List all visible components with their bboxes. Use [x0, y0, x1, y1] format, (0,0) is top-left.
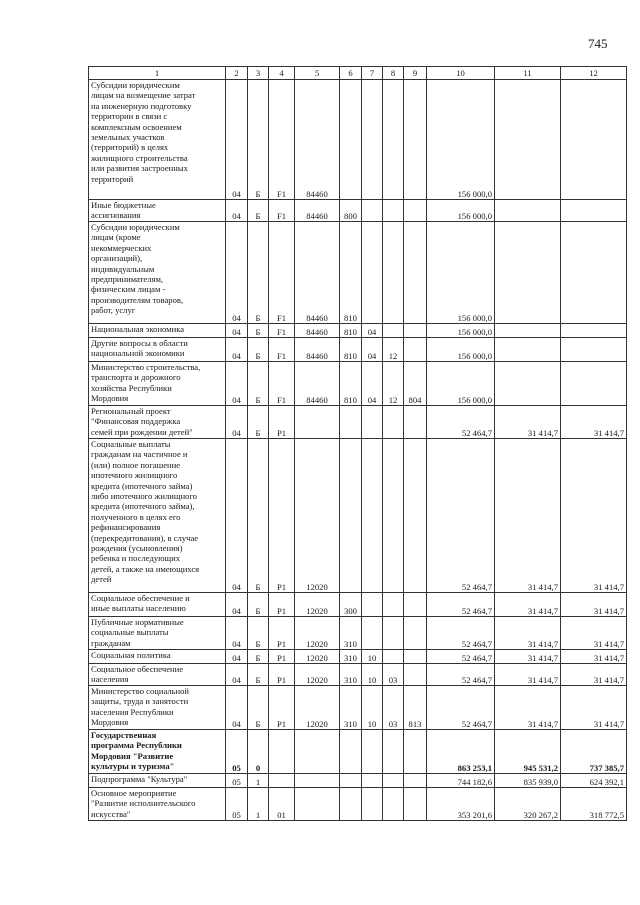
cell-c8 [383, 593, 404, 617]
cell-c3: Б [248, 324, 269, 338]
cell-c7: 04 [362, 338, 383, 362]
cell-c2: 04 [226, 200, 248, 222]
cell-c3: Б [248, 617, 269, 650]
cell-c9 [404, 617, 427, 650]
cell-c8 [383, 439, 404, 593]
cell-c9 [404, 80, 427, 200]
cell-c5: 12020 [295, 439, 340, 593]
table-row [89, 774, 627, 788]
cell-c9 [404, 222, 427, 324]
column-header-4: 4 [269, 67, 295, 80]
row-name-line: Субсидии юридическим [91, 80, 180, 90]
table-row [89, 788, 627, 821]
cell-c9 [404, 593, 427, 617]
row-name-cell [89, 617, 226, 650]
row-name-line: Министерство строительства, [91, 362, 201, 372]
cell-c4: F1 [269, 362, 295, 406]
row-name-line: Подпрограмма "Культура" [91, 774, 188, 784]
cell-c10: 52 464,7 [427, 664, 495, 686]
row-name-line: гражданам [91, 637, 131, 648]
row-name-line: рефинансирования [91, 522, 161, 533]
cell-c7 [362, 80, 383, 200]
cell-c10: 52 464,7 [427, 650, 495, 664]
cell-c12 [561, 200, 627, 222]
row-name-line: работ, услуг [91, 305, 136, 316]
cell-c2: 04 [226, 650, 248, 664]
cell-c7: 10 [362, 664, 383, 686]
cell-c3: Б [248, 406, 269, 439]
row-name-line: индивидуальным [91, 263, 155, 274]
row-name-line: предпринимателям, [91, 274, 164, 285]
row-name-line: кредита (ипотечного займа), [91, 501, 195, 512]
table-row [89, 439, 627, 593]
cell-c5: 12020 [295, 664, 340, 686]
row-name-line: лицам на возмещение затрат [91, 90, 196, 101]
cell-c10: 156 000,0 [427, 222, 495, 324]
row-name-line: некоммерческих [91, 242, 152, 253]
cell-c2: 04 [226, 222, 248, 324]
row-name-cell [89, 362, 226, 406]
cell-c12: 31 414,7 [561, 439, 627, 593]
row-name-line: иные выплаты населению [91, 603, 186, 614]
cell-c11: 835 939,0 [495, 774, 561, 788]
row-name-line: или развития застроенных [91, 163, 188, 174]
cell-c8 [383, 200, 404, 222]
cell-c12 [561, 338, 627, 362]
cell-c6 [340, 80, 362, 200]
cell-c4: P1 [269, 617, 295, 650]
row-name-line: организаций), [91, 253, 143, 264]
row-name-line: комплексным освоением [91, 121, 182, 132]
cell-c8 [383, 774, 404, 788]
cell-c2: 05 [226, 788, 248, 821]
cell-c11: 31 414,7 [495, 664, 561, 686]
cell-c6: 310 [340, 664, 362, 686]
cell-c3: Б [248, 80, 269, 200]
cell-c10: 52 464,7 [427, 686, 495, 730]
row-name-line: (перекредитования), в случае [91, 532, 199, 543]
cell-c7 [362, 222, 383, 324]
cell-c6 [340, 406, 362, 439]
row-name-line: национальной экономики [91, 348, 185, 359]
table-row [89, 730, 627, 774]
cell-c11 [495, 362, 561, 406]
table-row [89, 324, 627, 338]
cell-c10: 156 000,0 [427, 200, 495, 222]
cell-c5 [295, 774, 340, 788]
cell-c6: 310 [340, 617, 362, 650]
row-name-cell [89, 730, 226, 774]
cell-c9 [404, 788, 427, 821]
row-name-line: Публичные нормативные [91, 617, 184, 627]
cell-c4: 01 [269, 788, 295, 821]
row-name-line: на инженерную подготовку [91, 100, 192, 111]
cell-c10: 353 201,6 [427, 788, 495, 821]
row-name-line: физическим лицам - [91, 284, 166, 295]
cell-c10: 52 464,7 [427, 406, 495, 439]
row-name-line: Иные бюджетные [91, 200, 156, 210]
table-row [89, 362, 627, 406]
row-name-line: "Развитие исполнительского [91, 798, 196, 809]
row-name-line: Другие вопросы в области [91, 338, 188, 348]
table-row [89, 338, 627, 362]
cell-c11: 31 414,7 [495, 593, 561, 617]
cell-c9 [404, 664, 427, 686]
row-name-line: Субсидии юридическим [91, 222, 180, 232]
cell-c8: 03 [383, 686, 404, 730]
cell-c6: 310 [340, 650, 362, 664]
table-row [89, 406, 627, 439]
cell-c12: 31 414,7 [561, 650, 627, 664]
cell-c9: 813 [404, 686, 427, 730]
cell-c11: 320 267,2 [495, 788, 561, 821]
cell-c6 [340, 788, 362, 821]
row-name-line: населения [91, 674, 129, 685]
cell-c12: 318 772,5 [561, 788, 627, 821]
cell-c7 [362, 593, 383, 617]
cell-c6: 300 [340, 593, 362, 617]
row-name-line: жилищного строительства [91, 152, 188, 163]
cell-c12: 624 392,1 [561, 774, 627, 788]
cell-c4: P1 [269, 664, 295, 686]
cell-c5: 12020 [295, 686, 340, 730]
row-name-cell [89, 664, 226, 686]
cell-c7 [362, 788, 383, 821]
cell-c6: 310 [340, 686, 362, 730]
row-name-line: социальные выплаты [91, 627, 169, 638]
column-header-1: 1 [89, 67, 226, 80]
cell-c6: 810 [340, 324, 362, 338]
row-name-line: транспорта и дорожного [91, 372, 181, 383]
cell-c2: 04 [226, 686, 248, 730]
cell-c6 [340, 730, 362, 774]
cell-c5: 84460 [295, 324, 340, 338]
cell-c12: 737 385,7 [561, 730, 627, 774]
cell-c12 [561, 362, 627, 406]
cell-c3: Б [248, 200, 269, 222]
column-header-9: 9 [404, 67, 427, 80]
table-row [89, 686, 627, 730]
row-name-line: ребенка и последующих [91, 553, 181, 564]
row-name-line: лицам (кроме [91, 232, 141, 243]
cell-c10: 156 000,0 [427, 338, 495, 362]
cell-c12: 31 414,7 [561, 406, 627, 439]
cell-c2: 04 [226, 439, 248, 593]
cell-c8: 03 [383, 664, 404, 686]
table-row [89, 650, 627, 664]
row-name-line: "Финансовая поддержка [91, 416, 181, 427]
cell-c4: P1 [269, 593, 295, 617]
row-name-line: ипотечного жилищного [91, 470, 178, 481]
cell-c2: 04 [226, 338, 248, 362]
row-name-cell [89, 593, 226, 617]
cell-c6 [340, 439, 362, 593]
row-name-line: территории в связи с [91, 111, 168, 122]
cell-c8 [383, 80, 404, 200]
row-name-line: семей при рождении детей" [91, 426, 193, 437]
row-name-line: Мордовия [91, 393, 129, 404]
row-name-line: детей [91, 574, 112, 585]
row-name-line: земельных участков [91, 132, 165, 143]
cell-c10: 52 464,7 [427, 593, 495, 617]
row-name-line: защиты, труда и занятости [91, 696, 189, 707]
cell-c3: Б [248, 222, 269, 324]
cell-c4: F1 [269, 324, 295, 338]
cell-c12 [561, 80, 627, 200]
cell-c12 [561, 324, 627, 338]
cell-c12: 31 414,7 [561, 664, 627, 686]
cell-c2: 04 [226, 664, 248, 686]
row-name-cell [89, 439, 226, 593]
row-name-line: Социальное обеспечение и [91, 593, 190, 603]
row-name-line: искусства" [91, 808, 131, 819]
cell-c8: 12 [383, 362, 404, 406]
column-header-6: 6 [340, 67, 362, 80]
row-name-line: производителям товаров, [91, 294, 184, 305]
cell-c5: 12020 [295, 650, 340, 664]
cell-c5: 12020 [295, 593, 340, 617]
cell-c9: 804 [404, 362, 427, 406]
cell-c11 [495, 324, 561, 338]
cell-c5: 84460 [295, 362, 340, 406]
cell-c3: 1 [248, 774, 269, 788]
cell-c11: 31 414,7 [495, 650, 561, 664]
row-name-line: (территорий) в целях [91, 142, 169, 153]
table-row [89, 222, 627, 324]
cell-c8: 12 [383, 338, 404, 362]
cell-c6: 810 [340, 362, 362, 406]
cell-c7 [362, 774, 383, 788]
budget-table [88, 66, 627, 821]
cell-c5: 12020 [295, 617, 340, 650]
row-name-line: Социальное обеспечение [91, 664, 184, 674]
header-row [89, 67, 627, 80]
cell-c2: 04 [226, 617, 248, 650]
row-name-line: гражданам на частичное и [91, 449, 188, 460]
table-row [89, 200, 627, 222]
cell-c3: Б [248, 593, 269, 617]
cell-c6: 810 [340, 338, 362, 362]
cell-c7 [362, 730, 383, 774]
cell-c9 [404, 730, 427, 774]
row-name-line: хозяйства Республики [91, 382, 172, 393]
row-name-cell [89, 650, 226, 664]
column-header-3: 3 [248, 67, 269, 80]
cell-c11: 31 414,7 [495, 617, 561, 650]
cell-c7: 04 [362, 324, 383, 338]
row-name-cell [89, 406, 226, 439]
cell-c3: Б [248, 686, 269, 730]
cell-c5 [295, 730, 340, 774]
cell-c6: 800 [340, 200, 362, 222]
column-header-5: 5 [295, 67, 340, 80]
cell-c8 [383, 730, 404, 774]
row-name-cell [89, 324, 226, 338]
cell-c12: 31 414,7 [561, 593, 627, 617]
row-name-cell [89, 222, 226, 324]
column-header-12: 12 [561, 67, 627, 80]
row-name-line: ассигнования [91, 210, 141, 221]
cell-c10: 52 464,7 [427, 439, 495, 593]
cell-c8 [383, 650, 404, 664]
cell-c8 [383, 788, 404, 821]
cell-c5 [295, 406, 340, 439]
row-name-cell [89, 338, 226, 362]
cell-c5: 84460 [295, 338, 340, 362]
cell-c10: 52 464,7 [427, 617, 495, 650]
cell-c10: 744 182,6 [427, 774, 495, 788]
cell-c11: 31 414,7 [495, 439, 561, 593]
table-row [89, 664, 627, 686]
column-header-7: 7 [362, 67, 383, 80]
row-name-line: культуры и туризма" [91, 761, 175, 772]
column-header-10: 10 [427, 67, 495, 80]
row-name-line: населения Республики [91, 706, 174, 717]
column-header-11: 11 [495, 67, 561, 80]
row-name-cell [89, 788, 226, 821]
cell-c8 [383, 617, 404, 650]
row-name-cell [89, 200, 226, 222]
row-name-line: Министерство социальной [91, 686, 190, 696]
cell-c9 [404, 774, 427, 788]
row-name-line: Национальная экономика [91, 324, 185, 334]
cell-c4: P1 [269, 686, 295, 730]
cell-c2: 04 [226, 80, 248, 200]
cell-c6: 810 [340, 222, 362, 324]
cell-c11 [495, 80, 561, 200]
row-name-line: Мордовия "Развитие [91, 750, 174, 761]
cell-c4 [269, 774, 295, 788]
cell-c4: F1 [269, 222, 295, 324]
cell-c7 [362, 439, 383, 593]
cell-c7 [362, 617, 383, 650]
cell-c9 [404, 200, 427, 222]
cell-c3: Б [248, 650, 269, 664]
cell-c11 [495, 200, 561, 222]
cell-c6 [340, 774, 362, 788]
table-row [89, 617, 627, 650]
cell-c7 [362, 406, 383, 439]
cell-c11: 31 414,7 [495, 686, 561, 730]
cell-c10: 863 253,1 [427, 730, 495, 774]
row-name-line: (или) полное погашение [91, 459, 181, 470]
row-name-line: Социальные выплаты [91, 439, 171, 449]
row-name-line: территорий [91, 173, 134, 184]
cell-c7: 10 [362, 650, 383, 664]
cell-c4: P1 [269, 650, 295, 664]
cell-c5: 84460 [295, 222, 340, 324]
cell-c7: 04 [362, 362, 383, 406]
cell-c11: 31 414,7 [495, 406, 561, 439]
table-row [89, 80, 627, 200]
row-name-line: кредита (ипотечного займа) [91, 480, 193, 491]
cell-c3: 1 [248, 788, 269, 821]
cell-c5 [295, 788, 340, 821]
cell-c10: 156 000,0 [427, 80, 495, 200]
cell-c9 [404, 406, 427, 439]
cell-c11 [495, 338, 561, 362]
cell-c3: 0 [248, 730, 269, 774]
cell-c3: Б [248, 338, 269, 362]
cell-c8 [383, 324, 404, 338]
column-header-8: 8 [383, 67, 404, 80]
cell-c4: P1 [269, 406, 295, 439]
column-header-2: 2 [226, 67, 248, 80]
page-number: 745 [588, 36, 608, 51]
cell-c5: 84460 [295, 200, 340, 222]
cell-c11 [495, 222, 561, 324]
cell-c10: 156 000,0 [427, 324, 495, 338]
cell-c9 [404, 338, 427, 362]
cell-c7: 10 [362, 686, 383, 730]
cell-c7 [362, 200, 383, 222]
cell-c4 [269, 730, 295, 774]
table-row [89, 593, 627, 617]
cell-c9 [404, 324, 427, 338]
row-name-line: Государственная [91, 730, 157, 740]
row-name-cell [89, 80, 226, 200]
cell-c4: P1 [269, 439, 295, 593]
cell-c9 [404, 650, 427, 664]
row-name-cell [89, 774, 226, 788]
row-name-line: Социальная политика [91, 650, 171, 660]
cell-c2: 04 [226, 362, 248, 406]
cell-c12: 31 414,7 [561, 686, 627, 730]
cell-c4: F1 [269, 80, 295, 200]
row-name-line: Основное мероприятие [91, 788, 177, 798]
cell-c2: 04 [226, 324, 248, 338]
row-name-line: полученного в целях его [91, 511, 181, 522]
cell-c11: 945 531,2 [495, 730, 561, 774]
row-name-line: программа Республики [91, 740, 182, 751]
cell-c4: F1 [269, 200, 295, 222]
row-name-line: рождения (усыновления) [91, 543, 183, 554]
cell-c3: Б [248, 439, 269, 593]
cell-c2: 04 [226, 406, 248, 439]
cell-c9 [404, 439, 427, 593]
row-name-cell [89, 686, 226, 730]
cell-c12 [561, 222, 627, 324]
cell-c3: Б [248, 664, 269, 686]
cell-c4: F1 [269, 338, 295, 362]
cell-c8 [383, 222, 404, 324]
cell-c3: Б [248, 362, 269, 406]
row-name-line: Региональный проект [91, 406, 171, 416]
cell-c2: 05 [226, 774, 248, 788]
cell-c8 [383, 406, 404, 439]
cell-c12: 31 414,7 [561, 617, 627, 650]
cell-c2: 05 [226, 730, 248, 774]
row-name-line: либо ипотечного жилищного [91, 491, 197, 502]
row-name-line: Мордовия [91, 717, 129, 728]
cell-c2: 04 [226, 593, 248, 617]
cell-c10: 156 000,0 [427, 362, 495, 406]
row-name-line: детей, а также на имеющихся [91, 563, 200, 574]
cell-c5: 84460 [295, 80, 340, 200]
